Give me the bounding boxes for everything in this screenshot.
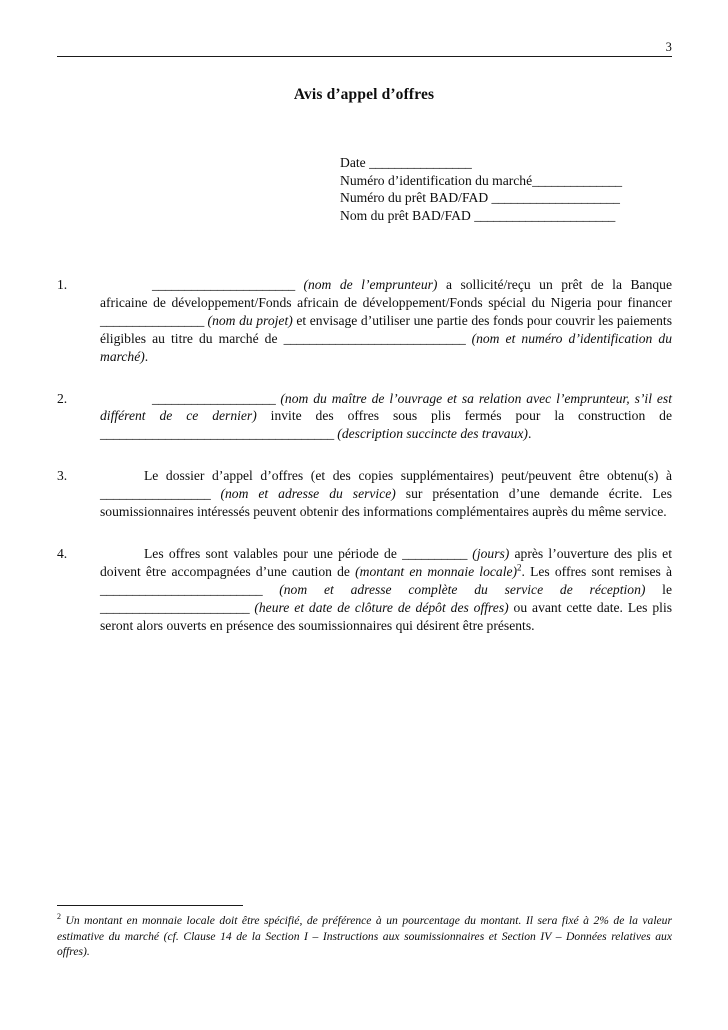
clause-1-blank-market[interactable]: ____________________________ xyxy=(283,330,466,346)
clause-4-hint-reception: (nom et adresse complète du service de réception) xyxy=(279,581,646,597)
loan-name-label: Nom du prêt BAD/FAD xyxy=(340,207,471,223)
reference-line-market-id xyxy=(57,172,672,190)
clause-2-body-1: invite des offres sous plis fermés pour la construction de xyxy=(256,408,672,424)
clause-1-hint-project: (nom du projet) xyxy=(207,312,293,328)
clause-4-body-5: ou avant cette date. Les plis seront alors ouverts en présence des soumissionnaires qui désirent être présents. xyxy=(100,599,673,633)
clause-3-hint-service: (nom et adresse du service) xyxy=(220,486,396,502)
clause-4-body-3: . Les offres sont remises à xyxy=(521,563,673,579)
clause-3-text xyxy=(100,467,672,521)
clause-4-hint-amount: (montant en monnaie locale) xyxy=(355,563,518,579)
footnote-marker: 2 xyxy=(57,912,61,922)
footnote-reference-2[interactable]: 2 xyxy=(517,562,522,573)
loan-name-blank[interactable]: ______________________ xyxy=(474,207,615,223)
footnote-divider xyxy=(57,905,243,906)
date-blank[interactable]: ________________ xyxy=(369,155,472,170)
clause-2-number: 2. xyxy=(57,390,68,406)
clause-3-number: 3. xyxy=(57,468,68,484)
clause-4-blank-days[interactable]: __________ xyxy=(402,545,468,561)
clause-2 xyxy=(57,390,672,444)
reference-line-loan-name xyxy=(57,207,672,225)
clause-2-text xyxy=(100,390,672,444)
clause-4-blank-reception[interactable]: _________________________ xyxy=(100,581,263,597)
clause-3 xyxy=(57,467,672,521)
clause-2-hint-employer: (nom du maître de l’ouvrage et sa relation avec l’emprunteur, s’il est différent de ce dernier) xyxy=(100,390,672,424)
clause-2-hint-works: (description succincte des travaux) xyxy=(337,426,528,442)
clause-4-hint-deadline: (heure et date de clôture de dépôt des offres) xyxy=(254,599,509,615)
clause-2-blank-works[interactable]: ____________________________________ xyxy=(100,426,334,442)
page-header xyxy=(57,40,672,57)
footnote-area xyxy=(57,905,672,960)
clause-1 xyxy=(57,276,672,366)
clause-3-blank-service[interactable]: _________________ xyxy=(100,486,211,502)
clause-3-body-2: sur présentation d’une demande écrite. Les soumissionnaires intéressés peuvent obtenir des informations complémentaires auprès du même service. xyxy=(100,486,672,520)
market-id-label: Numéro d’identification du marché xyxy=(340,172,533,188)
date-label: Date xyxy=(340,155,366,170)
clause-1-blank-borrower[interactable]: ______________________ xyxy=(152,277,295,292)
clause-4-hint-days: (jours) xyxy=(472,545,510,561)
clause-1-number: 1. xyxy=(57,277,68,292)
reference-block xyxy=(57,154,672,224)
reference-line-date xyxy=(57,154,672,172)
clause-4-text xyxy=(100,545,672,635)
clause-4-number: 4. xyxy=(57,545,68,561)
clause-4-body-4: le xyxy=(645,581,672,597)
clause-1-text xyxy=(100,276,672,366)
clause-2-body-2: . xyxy=(527,426,532,442)
clause-1-hint-market: (nom et numéro d’identification du marché) xyxy=(100,330,672,364)
clause-1-hint-borrower: (nom de l’emprunteur) xyxy=(303,277,438,292)
footnote-2 xyxy=(57,913,672,960)
header-divider xyxy=(57,56,672,57)
clause-4-body-2: après l’ouverture des plis et doivent être accompagnées d’une caution de xyxy=(100,545,672,579)
reference-line-loan-number xyxy=(57,189,672,207)
clause-1-body-1: a sollicité/reçu un prêt de la Banque africaine de développement/Fonds africain de développement/Fonds spécial du Nigeria pour financer xyxy=(100,277,673,310)
clause-2-blank-employer[interactable]: ___________________ xyxy=(152,390,276,406)
footnote-body: Un montant en monnaie locale doit être spécifié, de préférence à un pourcentage du montant. Il sera fixé à 2% de la valeur estimative du marché (cf. Clause 14 de la Section I – Instructions aux soumissionnaires et Section IV – Données relatives aux offres). xyxy=(57,914,672,959)
loan-number-blank[interactable]: ____________________ xyxy=(491,190,620,206)
market-id-blank[interactable]: ______________ xyxy=(532,172,622,188)
clause-1-body-3: . xyxy=(144,348,149,364)
clause-4 xyxy=(57,545,672,635)
page-number: 3 xyxy=(665,40,672,54)
clause-1-body-2: et envisage d’utiliser une partie des fonds pour couvrir les paiements éligibles au titre du marché de xyxy=(100,312,672,346)
clause-1-blank-project[interactable]: ________________ xyxy=(100,312,204,328)
clause-3-body-1: Le dossier d’appel d’offres (et des copies supplémentaires) peut/peuvent être obtenu(s) à xyxy=(144,468,672,484)
clause-4-blank-deadline[interactable]: _______________________ xyxy=(100,599,250,615)
page-title: Avis d’appel d’offres xyxy=(293,86,435,103)
document-body xyxy=(57,276,672,659)
loan-number-label: Numéro du prêt BAD/FAD xyxy=(340,190,489,206)
clause-4-body-1: Les offres sont valables pour une période de xyxy=(144,545,403,561)
